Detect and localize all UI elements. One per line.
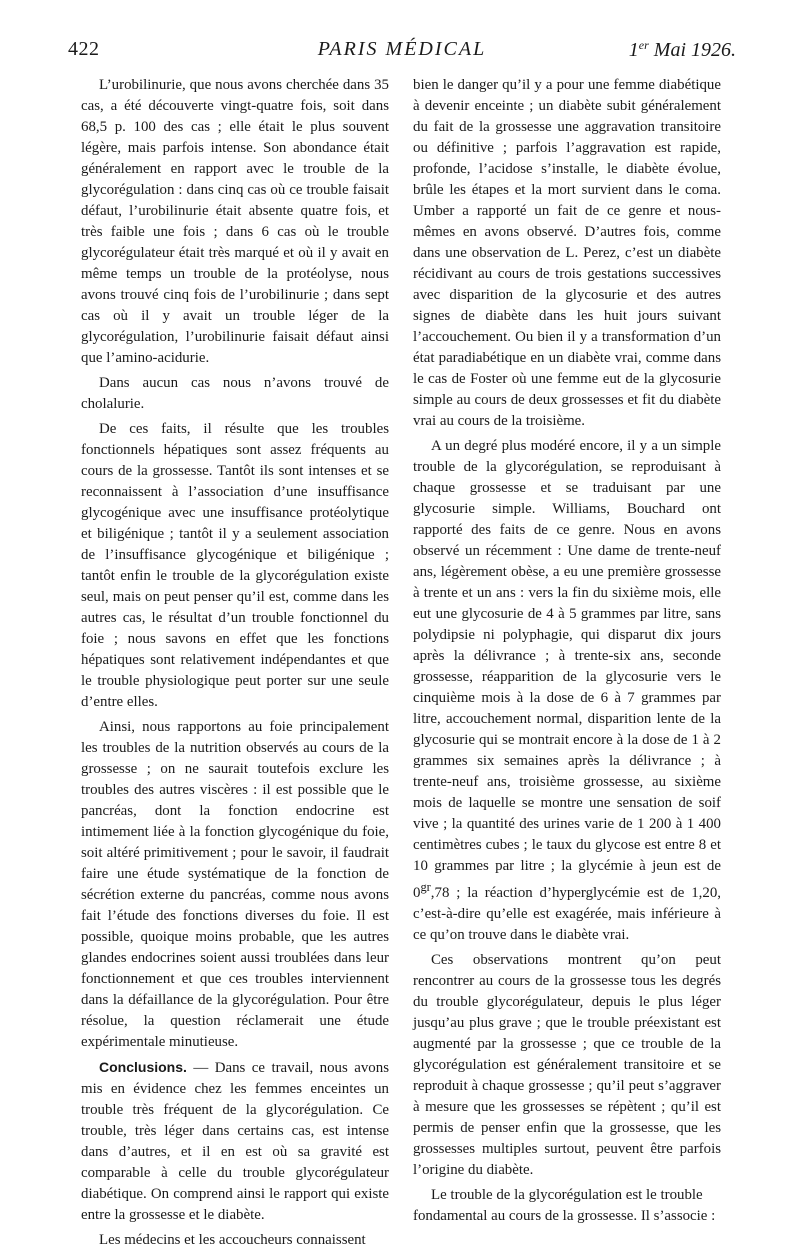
issue-date <box>629 38 736 62</box>
issue-date-day: 1 <box>628 39 639 61</box>
paragraph-observations: Ces observations montrent qu’on peut rencontrer au cours de la grossesse tous les degrés du trouble glycorégulateur, depuis le plus léger jusqu’au plus grave ; que le trouble préexistant est augmenté par la grossesse ; que ce trouble de la glycorégulation est généralement transitoire et se reproduit à chaque grossesse ; qu’il peut s’aggraver à mesure que les grossesses se répètent ; qu’il est permis de penser enfin que la grossesse, que les grossesses multiples surtout, peuvent être parfois l’origine du diabète. <box>413 951 721 1178</box>
paragraph-troubles-hepatiques: De ces faits, il résulte que les troubles fonctionnels hépatiques sont assez fréquents au cours de la grossesse. Tantôt ils sont intenses et se reconnaissent à l’association d’une insuffisance glycogénique avec une insuffisance protéolytique et biligénique ; tantôt il y a seulement association de l’insuffisance glycogénique et biligénique ; tantôt enfin le trouble de la glycorégulation existe seul, mais on peut penser qu’il est, comme dans les autres cas, le résultat d’un trouble fonctionnel du foie ; nous savons en effet que les fonctions hépatiques sont relativement indépendantes et que le trouble physiologique peut porter sur une seule d’entre elles. <box>81 421 389 710</box>
paragraph-urobilinurie: L’urobilinurie, que nous avons cherchée dans 35 cas, a été découverte vingt-quatre fois, soit dans 68,5 p. 100 des cas ; elle était le plus souvent légère, mais parfois intense. Son abondance était généralement en rapport avec le trouble de la glycorégulation : dans cinq cas où ce trouble faisait défaut, l’urobilinurie était absente quatre fois, et très faible une fois ; dans 6 cas où le trouble glycorégulateur était très marqué et où il y avait en même temps un trouble de la protéolyse, nous avons trouvé cinq fois de l’urobilinurie ; dans sept cas où il y avait un trouble léger de la glycorégulation, l’urobilinurie faisait défaut ainsi que l’amino-acidurie. <box>81 77 389 366</box>
paragraph-cholalurie: Dans aucun cas nous n’avons trouvé de cholalurie. <box>81 375 389 412</box>
issue-date-rest: Mai 1926. <box>648 39 736 61</box>
paragraph-danger-diabete: bien le danger qu’il y a pour une femme diabétique à devenir enceinte ; un diabète subit généralement du fait de la grossesse une aggravation transitoire ou définitive ; parfois l’aggravation est rapide, profonde, l’acidose s’installe, le diabète évolue, brûle les étapes et la mort survient dans le coma. Umber a rapporté un fait de ce genre et nous-mêmes en avons observé. D’autres fois, comme dans une observation de L. Perez, c’est un diabète récidivant au cours de trois gestations successives avec disparition de la glycosurie et des autres signes de diabète dans les huit jours suivant l’accouchement. Ou bien il y a transformation d’un état paradiabétique en un diabète vrai, comme dans le cas de Foster où une femme eut de la glycosurie simple au cours de deux grossesses et fit du diabète vrai au cours de la troisième. <box>413 77 721 429</box>
conclusions-heading: Conclusions. <box>99 1059 187 1075</box>
paragraph-degre-modere <box>413 436 721 946</box>
page-number: 422 <box>68 38 100 60</box>
paragraph-medecins: Les médecins et les accoucheurs connaissent <box>99 1232 366 1248</box>
paragraph-conclusions <box>81 1057 389 1226</box>
right-column <box>413 75 721 1231</box>
paragraph-trouble-fondamental: Le trouble de la glycorégulation est le trouble fondamental au cours de la grossesse. Il s’associe : <box>413 1186 716 1224</box>
left-column <box>81 75 389 1255</box>
unit-superscript: gr <box>420 880 431 894</box>
observation-text-end: ,78 ; la réaction d’hyperglycémie est de 1,20, c’est-à-dire qu’elle est exagérée, mais inférieure à ce qu’on trouve dans le diabète vrai. <box>413 884 721 943</box>
issue-date-superscript: er <box>638 38 649 52</box>
paragraph-pancreas: Ainsi, nous rapportons au foie principalement les troubles de la nutrition observés au cours de la grossesse ; on ne saurait toutefois exclure les troubles des autres viscères : il est possible que le pancréas, dont la fonction endocrine est intimement liée à la fonction glycogénique du foie, soit altéré primitivement ; pour le savoir, il faudrait faire une étude systématique de la fonction de sécrétion externe du pancréas, comme nous avons fait l’étude des fonctions diverses du foie. Il est possible, quoique moins probable, que les autres glandes endocrines soient aussi troublées dans leur fonctionnement et que ces troubles interviennent dans la défaillance de la glycorégulation. Pour être résolue, la question réclamerait une étude expérimentale minutieuse. <box>81 719 389 1050</box>
conclusions-body: — Dans ce travail, nous avons mis en évidence chez les femmes enceintes un trouble très fréquent de la glycorégulation. Ce trouble, très léger dans certains cas, est intense dans d’autres, et il en est où sa gravité est comparable à celle du trouble glycorégulateur diabétique. On comprend ainsi le rapport qui existe entre la grossesse et le diabète. <box>81 1060 389 1223</box>
page-header <box>68 38 736 66</box>
observation-text-start: A un degré plus modéré encore, il y a un simple trouble de la glycorégulation, se reproduisant à chaque grossesse et se traduisant par une glycosurie simple. Williams, Bouchard ont rapporté des faits de ce genre. Nous en avons observé un récemment : Une dame de trente-neuf ans, légèrement obèse, a eu une première grossesse à trente et un ans : vers la fin du sixième mois, elle eut une glycosurie de 4 à 5 grammes par litre, sans polydipsie ni polyphagie, qui disparut dix jours après la délivrance ; à trente-six ans, seconde grossesse, réapparition de la glycosurie vers le cinquième mois à la dose de 6 à 7 grammes par litre, accouchement normal, disparition lente de la glycosurie qui se montrait encore à la dose de 1 à 2 grammes six semaines après la délivrance ; à trente-neuf ans, troisième grossesse, au sixième mois de laquelle se montre une sensation de soif vive ; la quantité des urines varie de 1 200 à 1 400 centimètres cubes ; le taux du glycose est entre 8 et 10 grammes par litre ; la glycémie à jeun est de 0 <box>413 438 721 901</box>
journal-title: PARIS MÉDICAL <box>317 38 487 60</box>
